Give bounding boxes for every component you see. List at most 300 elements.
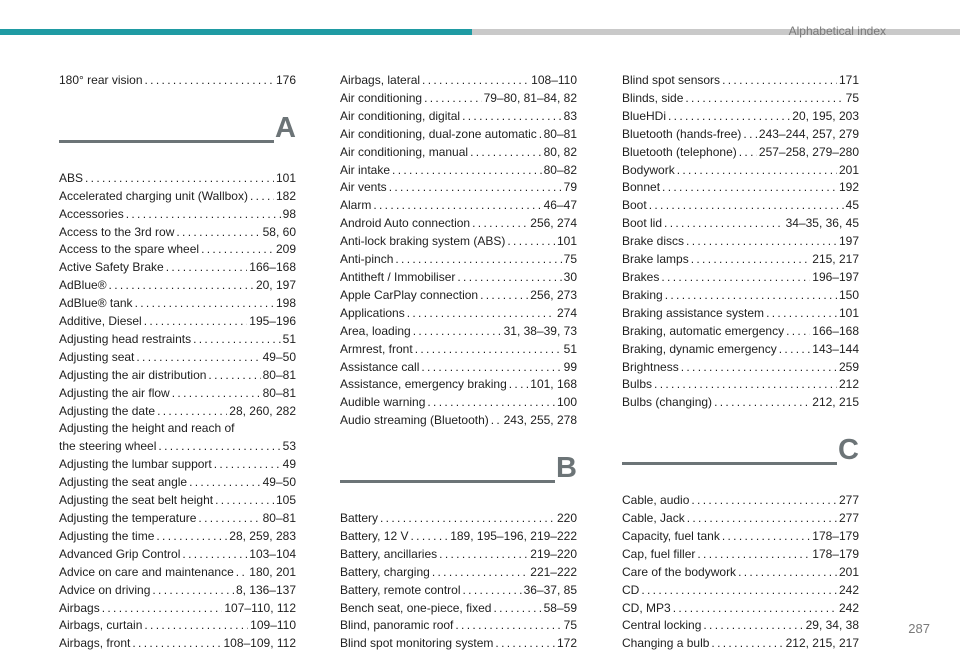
- index-entry-pages: 277: [838, 493, 859, 508]
- leader-dots: [189, 474, 261, 492]
- index-entry: [340, 564, 577, 582]
- leader-dots: [145, 72, 274, 90]
- leader-dots: [193, 331, 281, 349]
- index-entry-term: Blind, panoramic roof: [340, 618, 454, 633]
- index-entry-pages: 201: [838, 564, 859, 579]
- index-entry-pages: 30: [563, 269, 577, 284]
- index-entry-term: Bulbs: [622, 377, 653, 392]
- index-entry: [59, 474, 296, 492]
- index-entry-pages: 28, 260, 282: [229, 403, 296, 418]
- index-entry: [340, 341, 577, 359]
- index-entry: [340, 305, 577, 323]
- index-entry: [622, 126, 859, 144]
- index-entry: [59, 600, 296, 618]
- section-header-b: [340, 452, 577, 508]
- leader-dots: [703, 617, 803, 635]
- index-entry-pages: 36–37, 85: [523, 582, 577, 597]
- index-entry-pages: 101: [556, 234, 577, 249]
- leader-dots: [126, 206, 281, 224]
- leader-dots: [739, 144, 757, 162]
- index-entry-term: CD: [622, 582, 640, 597]
- leader-dots: [215, 492, 274, 510]
- leader-dots: [156, 528, 227, 546]
- index-entry: [59, 349, 296, 367]
- leader-dots: [507, 233, 555, 251]
- leader-dots: [649, 197, 844, 215]
- leader-dots: [250, 188, 274, 206]
- leader-dots: [144, 313, 248, 331]
- leader-dots: [427, 394, 555, 412]
- page-header-title: Alphabetical index: [788, 24, 886, 38]
- index-entry-term: Boot lid: [622, 216, 663, 231]
- index-entry-term: Adjusting the air distribution: [59, 367, 207, 382]
- leader-dots: [144, 617, 248, 635]
- leader-dots: [661, 269, 810, 287]
- index-entry-term: Braking, dynamic emergency: [622, 341, 777, 356]
- index-entry-pages: 34–35, 36, 45: [785, 216, 859, 231]
- index-entry: [340, 323, 577, 341]
- index-entry: [622, 341, 859, 359]
- col1-top-entries: [59, 72, 296, 90]
- index-entry: [59, 546, 296, 564]
- index-entry: [59, 403, 296, 421]
- index-entry-pages: 198: [275, 296, 296, 311]
- leader-dots: [135, 295, 274, 313]
- index-entry-pages: 178–179: [812, 546, 859, 561]
- index-entry-term: Anti-lock braking system (ABS): [340, 234, 506, 249]
- index-entry-pages: 45: [845, 198, 859, 213]
- index-entry-term: Brightness: [622, 359, 679, 374]
- index-entry: [340, 126, 577, 144]
- leader-dots: [685, 90, 843, 108]
- index-entry-pages: 108–109, 112: [223, 636, 296, 651]
- index-entry-pages: 51: [282, 331, 296, 346]
- index-entry: [59, 295, 296, 313]
- index-entry-term: Advice on driving: [59, 582, 151, 597]
- index-entry-pages: 171: [838, 73, 859, 87]
- index-entry-term: 180° rear vision: [59, 73, 143, 87]
- index-entry-pages: 274: [556, 305, 577, 320]
- index-entry: [340, 251, 577, 269]
- leader-dots: [738, 564, 837, 582]
- index-entry-pages: 212, 215: [812, 395, 859, 410]
- leader-dots: [539, 126, 542, 144]
- leader-dots: [455, 617, 561, 635]
- index-entry-pages: 192: [838, 180, 859, 195]
- index-entry-pages: 109–110: [250, 618, 296, 633]
- leader-dots: [677, 162, 837, 180]
- leader-dots: [686, 233, 837, 251]
- index-entry: [59, 456, 296, 474]
- index-entry: [622, 528, 859, 546]
- page-number: 287: [908, 621, 930, 636]
- index-entry: [622, 251, 859, 269]
- index-entry: [340, 617, 577, 635]
- leader-dots: [470, 144, 542, 162]
- index-entry: [59, 617, 296, 635]
- index-entry: [340, 233, 577, 251]
- leader-dots: [662, 179, 837, 197]
- index-entry-term: Applications: [340, 305, 405, 320]
- index-entry-term: Blind spot sensors: [622, 73, 721, 87]
- leader-dots: [432, 564, 528, 582]
- index-entry-term: AdBlue®: [59, 278, 107, 293]
- section-rule: [622, 462, 837, 465]
- index-entry-term: Brake discs: [622, 234, 685, 249]
- index-entry-pages: 242: [838, 582, 859, 597]
- index-entry-pages: 75: [563, 618, 577, 633]
- leader-dots: [654, 376, 837, 394]
- leader-dots: [422, 72, 529, 90]
- index-entry-term: ABS: [59, 170, 84, 185]
- leader-dots: [201, 241, 274, 259]
- index-entry-term: Braking: [622, 287, 663, 302]
- index-entry-term: Alarm: [340, 198, 372, 213]
- index-entry-pages: 197: [838, 234, 859, 249]
- leader-dots: [491, 412, 502, 430]
- index-entry-term: Airbags, curtain: [59, 618, 143, 633]
- index-entry-pages: 150: [838, 287, 859, 302]
- leader-dots: [766, 305, 837, 323]
- leader-dots: [722, 528, 810, 546]
- leader-dots: [152, 582, 234, 600]
- index-entry-pages: 49: [282, 457, 296, 472]
- index-entry: [622, 233, 859, 251]
- index-entry-term: Bodywork: [622, 162, 675, 177]
- index-entry: [622, 546, 859, 564]
- index-entry-pages: 180, 201: [249, 564, 296, 579]
- index-entry-pages: 243, 255, 278: [503, 413, 577, 428]
- index-entry: [59, 188, 296, 206]
- index-entry: [59, 367, 296, 385]
- index-entry-term: Adjusting the air flow: [59, 385, 170, 400]
- index-entry-pages: 101: [838, 305, 859, 320]
- index-entry-term: Adjusting the temperature: [59, 511, 197, 526]
- index-entry-pages: 80, 82: [543, 144, 577, 159]
- index-entry-term: Boot: [622, 198, 647, 213]
- index-entry-pages: 101: [275, 170, 296, 185]
- index-entry-pages: 212, 215, 217: [785, 636, 859, 651]
- index-entry-term: Bench seat, one-piece, fixed: [340, 600, 492, 615]
- index-entry-pages: 166–168: [812, 323, 859, 338]
- leader-dots: [681, 359, 837, 377]
- leader-dots: [157, 403, 227, 421]
- index-entry-pages: 8, 136–137: [235, 582, 296, 597]
- leader-dots: [493, 600, 541, 618]
- leader-dots: [509, 376, 529, 394]
- index-entry-pages: 51: [563, 341, 577, 356]
- index-entry-term: Adjusting the date: [59, 403, 156, 418]
- index-entry: [340, 528, 577, 546]
- index-entry-term: Adjusting seat: [59, 349, 135, 364]
- index-entry-term: Adjusting the seat angle: [59, 475, 188, 490]
- index-entry: [622, 564, 859, 582]
- index-entry: [59, 259, 296, 277]
- index-entry: [59, 241, 296, 259]
- index-entry: [59, 72, 296, 90]
- leader-dots: [373, 197, 541, 215]
- leader-dots: [136, 349, 260, 367]
- section-rule: [59, 140, 274, 143]
- index-entry: [622, 162, 859, 180]
- index-entry: [59, 492, 296, 510]
- leader-dots: [413, 323, 502, 341]
- leader-dots: [439, 546, 528, 564]
- index-entry: [340, 90, 577, 108]
- index-entry-term: Access to the 3rd row: [59, 224, 175, 239]
- index-entry: [622, 635, 859, 653]
- index-entry-pages: 220: [556, 511, 577, 526]
- index-entry: [622, 269, 859, 287]
- index-entry-pages: 189, 195–196, 219–222: [450, 528, 577, 543]
- leader-dots: [214, 456, 281, 474]
- index-entry-term: Brakes: [622, 269, 660, 284]
- col2-top-entries: [340, 72, 577, 430]
- leader-dots: [779, 341, 811, 359]
- leader-dots: [673, 600, 837, 618]
- index-entry-term: Air conditioning, digital: [340, 108, 461, 123]
- leader-dots: [743, 126, 756, 144]
- index-entry-pages: 99: [563, 359, 577, 374]
- index-entry-pages: 209: [275, 242, 296, 257]
- index-entry: [622, 394, 859, 412]
- index-entry-term: Air conditioning, dual-zone automatic: [340, 126, 537, 141]
- index-entry-pages: 75: [563, 252, 577, 267]
- leader-dots: [665, 287, 837, 305]
- index-entry-term: Brake lamps: [622, 252, 689, 267]
- index-entry: [340, 412, 577, 430]
- leader-dots: [389, 179, 562, 197]
- index-entry-term: Blinds, side: [622, 90, 684, 105]
- index-entry: [622, 179, 859, 197]
- index-entry-term: Anti-pinch: [340, 252, 394, 267]
- index-entry-pages: 178–179: [812, 528, 859, 543]
- leader-dots: [463, 582, 522, 600]
- index-entry: [622, 600, 859, 618]
- index-entry: [340, 394, 577, 412]
- leader-dots: [691, 251, 811, 269]
- index-entry-pages: 29, 34, 38: [805, 618, 859, 633]
- index-entry-term: Bulbs (changing): [622, 395, 713, 410]
- leader-dots: [132, 635, 221, 653]
- leader-dots: [172, 385, 261, 403]
- header-accent-bar: [0, 29, 472, 35]
- index-entry: [622, 144, 859, 162]
- index-entry: [59, 331, 296, 349]
- leader-dots: [208, 367, 260, 385]
- index-entry: [622, 108, 859, 126]
- index-entry-pages: 80–81: [262, 511, 296, 526]
- index-entry-term: Cable, Jack: [622, 511, 685, 526]
- leader-dots: [786, 323, 810, 341]
- index-entry: [340, 510, 577, 528]
- leader-dots: [395, 251, 561, 269]
- index-entry: [59, 206, 296, 224]
- index-entry-pages: 201: [838, 162, 859, 177]
- index-entry-term: Cap, fuel filler: [622, 546, 696, 561]
- index-entry-pages: 101, 168: [530, 377, 577, 392]
- index-entry: [340, 215, 577, 233]
- index-entry: [340, 269, 577, 287]
- index-entry-term: Accessories: [59, 206, 124, 221]
- index-entry: [622, 287, 859, 305]
- index-entry-pages: 80–82: [543, 162, 577, 177]
- index-entry-term: AdBlue® tank: [59, 296, 133, 311]
- leader-dots: [711, 635, 783, 653]
- index-entry-term: Accelerated charging unit (Wallbox): [59, 188, 248, 203]
- index-entry-term: Advanced Grip Control: [59, 546, 181, 561]
- index-entry-term: Airbags: [59, 600, 100, 615]
- index-entry-term: Armrest, front: [340, 341, 413, 356]
- index-entry-pages: 256, 274: [530, 216, 577, 231]
- index-entry: [59, 277, 296, 295]
- index-entry-term: Antitheft / Immobiliser: [340, 269, 456, 284]
- leader-dots: [109, 277, 254, 295]
- leader-dots: [85, 170, 274, 188]
- index-entry-pages: 103–104: [249, 546, 296, 561]
- index-entry-term: Airbags, front: [59, 636, 131, 651]
- index-entry-term: Bluetooth (telephone): [622, 144, 737, 159]
- index-entry: [622, 215, 859, 233]
- index-entry-term: Bluetooth (hands-free): [622, 126, 742, 141]
- index-entry: [59, 313, 296, 331]
- index-entry: [340, 162, 577, 180]
- index-entry: [622, 582, 859, 600]
- index-entry-term: Battery, ancillaries: [340, 546, 438, 561]
- leader-dots: [176, 224, 260, 242]
- index-entry-pages: 31, 38–39, 73: [503, 323, 577, 338]
- index-entry-term: Cable, audio: [622, 493, 690, 508]
- index-entry-pages: 182: [275, 188, 296, 203]
- index-entry-pages: 28, 259, 283: [229, 528, 296, 543]
- index-entry-term: Battery: [340, 511, 379, 526]
- header-rule: [472, 29, 960, 35]
- leader-dots: [691, 492, 837, 510]
- index-entry-pages: 46–47: [543, 198, 577, 213]
- index-entry-pages: 83: [563, 108, 577, 123]
- index-entry: [340, 144, 577, 162]
- index-column-1: [59, 72, 296, 653]
- index-entry-pages: 108–110: [531, 73, 577, 87]
- leader-dots: [687, 510, 837, 528]
- index-entry-pages: 243–244, 257, 279: [758, 126, 859, 141]
- index-entry-term: Central locking: [622, 618, 702, 633]
- index-entry-term: Airbags, lateral: [340, 73, 421, 87]
- index-entry-pages: 53: [282, 439, 296, 454]
- leader-dots: [472, 215, 528, 233]
- index-entry-pages: 80–81: [543, 126, 577, 141]
- leader-dots: [421, 359, 561, 377]
- index-entry-term: Active Safety Brake: [59, 260, 164, 275]
- index-entry: [340, 287, 577, 305]
- index-entry-term: Adjusting the time: [59, 528, 155, 543]
- index-entry-pages: 98: [282, 206, 296, 221]
- index-entry-pages: 172: [556, 636, 577, 651]
- index-entry-pages: 105: [275, 493, 296, 508]
- section-letter: B: [556, 452, 577, 485]
- index-entry-term: Changing a bulb: [622, 636, 710, 651]
- index-entry-pages: 80–81: [262, 385, 296, 400]
- leader-dots: [198, 510, 260, 528]
- index-entry-term: Adjusting head restraints: [59, 331, 192, 346]
- leader-dots: [668, 108, 790, 126]
- index-entry-term: Audio streaming (Bluetooth): [340, 413, 489, 428]
- index-entry-pages: 143–144: [812, 341, 859, 356]
- index-entry: [59, 170, 296, 188]
- index-entry-term: Air conditioning, manual: [340, 144, 469, 159]
- index-entry: [622, 617, 859, 635]
- leader-dots: [714, 394, 810, 412]
- index-entry-term: Additive, Diesel: [59, 314, 142, 329]
- section-header-a: [59, 111, 296, 168]
- index-entry-pages: 212: [838, 377, 859, 392]
- section-rule: [340, 480, 555, 483]
- index-entry-pages: 259: [838, 359, 859, 374]
- leader-dots: [158, 438, 280, 456]
- index-entry: [59, 510, 296, 528]
- index-entry-term: Apple CarPlay connection: [340, 287, 479, 302]
- index-entry: [59, 438, 296, 456]
- index-entry: [340, 376, 577, 394]
- index-entry-term: Braking, automatic emergency: [622, 323, 785, 338]
- col3-entries: [622, 492, 859, 653]
- index-entry-pages: 79–80, 81–84, 82: [483, 90, 577, 105]
- index-entry-pages: 20, 197: [255, 278, 296, 293]
- index-entry: [340, 635, 577, 653]
- index-entry: [622, 510, 859, 528]
- leader-dots: [407, 305, 555, 323]
- index-entry-pages: 219–220: [530, 546, 577, 561]
- index-entry-term: BlueHDi: [622, 108, 667, 123]
- index-entry: [340, 546, 577, 564]
- index-entry: [622, 90, 859, 108]
- index-entry: [622, 323, 859, 341]
- index-entry-pages: 221–222: [530, 564, 577, 579]
- index-entry-term: CD, MP3: [622, 600, 671, 615]
- index-entry: [622, 197, 859, 215]
- leader-dots: [424, 90, 482, 108]
- index-entry-pages: 75: [845, 90, 859, 105]
- index-entry-pages: 58–59: [543, 600, 577, 615]
- section-header-c: [622, 434, 859, 490]
- index-entry-term: Air intake: [340, 162, 391, 177]
- leader-dots: [697, 546, 810, 564]
- index-entry-term: Battery, charging: [340, 564, 430, 579]
- index-entry-term: Adjusting the seat belt height: [59, 493, 214, 508]
- index-entry-term: Audible warning: [340, 395, 426, 410]
- leader-dots: [102, 600, 223, 618]
- leader-dots: [392, 162, 542, 180]
- index-entry-pages: 166–168: [249, 260, 296, 275]
- index-entry: [622, 359, 859, 377]
- index-entry: [59, 385, 296, 403]
- index-entry-pages: 79: [563, 180, 577, 195]
- index-entry: [340, 359, 577, 377]
- index-entry: [622, 492, 859, 510]
- index-entry: [340, 600, 577, 618]
- index-entry-pages: 49–50: [262, 349, 296, 364]
- index-entry: [340, 582, 577, 600]
- leader-dots: [664, 215, 784, 233]
- index-entry: [340, 179, 577, 197]
- index-entry-term: Blind spot monitoring system: [340, 636, 494, 651]
- leader-dots: [410, 528, 448, 546]
- index-entry: [622, 305, 859, 323]
- index-entry-pages: 80–81: [262, 367, 296, 382]
- index-entry-pages: 100: [556, 395, 577, 410]
- index-entry-pages: 215, 217: [812, 252, 859, 267]
- index-entry-pages: 257–258, 279–280: [758, 144, 859, 159]
